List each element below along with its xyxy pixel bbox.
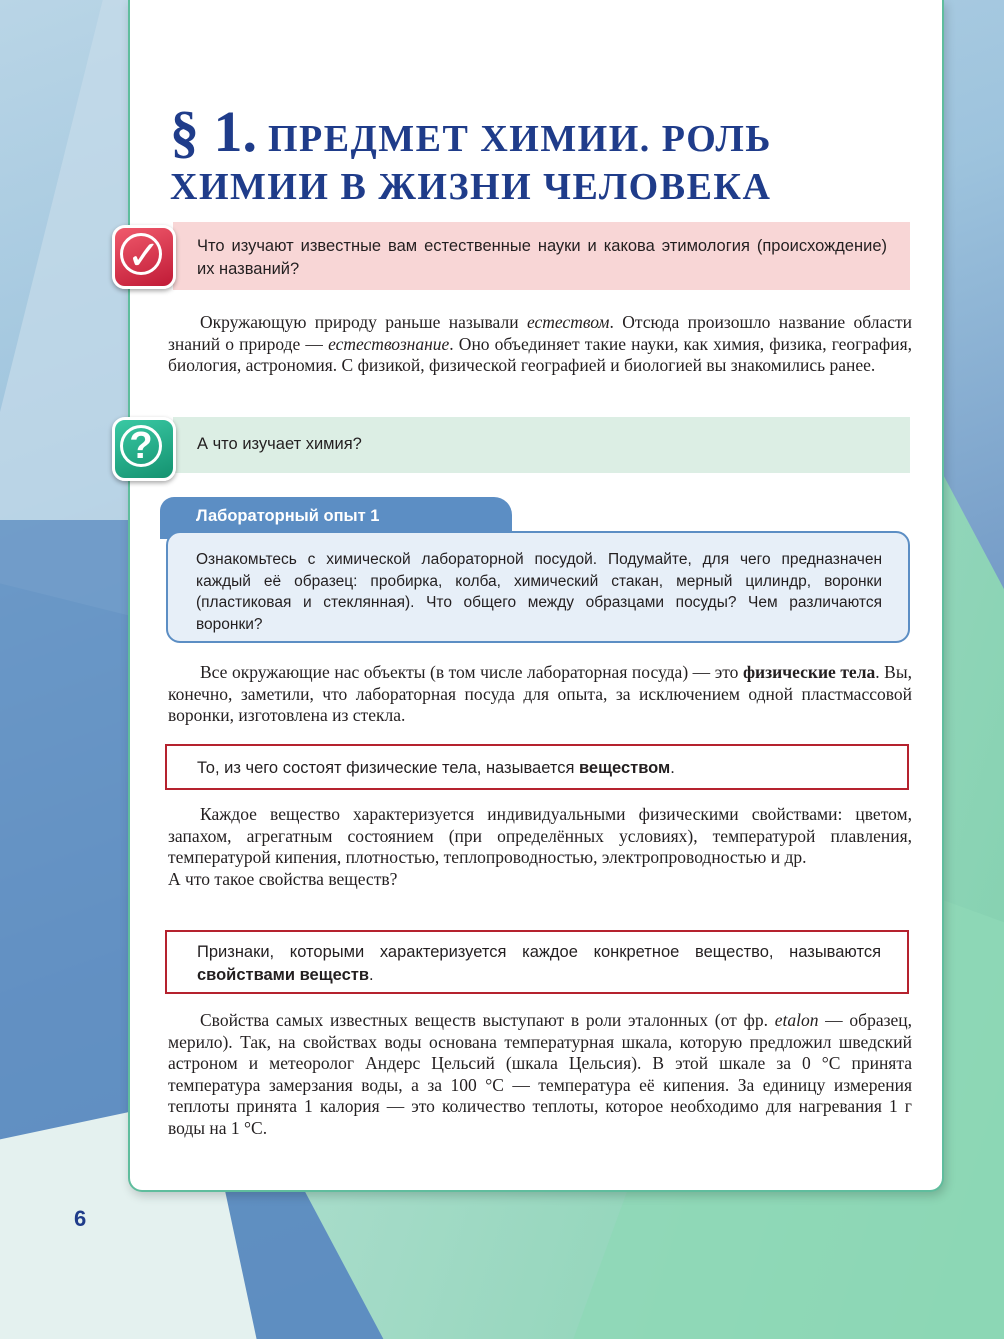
section-title-line2: ХИМИИ В ЖИЗНИ ЧЕЛОВЕКА — [170, 166, 772, 208]
definition-substance-box — [165, 744, 909, 790]
lab-experiment-title: Лабораторный опыт 1 — [196, 507, 380, 525]
question-text: А что изучает химия? — [197, 435, 362, 453]
definition-properties-box — [165, 930, 909, 994]
paragraph-etalon: Свойства самых известных веществ выступают в роли эталонных (от фр. etalon — образец, мерило). Так, на свойствах воды основана температурная шкала, которую предложил шведский астроном и метеоролог Андерс Цельсий (шкала Цельсия). В этой шкале за 0 °C принята температура замерзания воды, а за 100 °C — температура её кипения. За единицу измерения теплоты принята 1 калория — это количество теплоты, которое необходимо для нагревания 1 г воды на 1 °C. — [168, 1010, 913, 1138]
lab-experiment-text: Ознакомьтесь с химической лабораторной посудой. Подумайте, для чего предназначен каждый её образец: пробирка, колба, химический стакан, мерный цилиндр, воронки (пластиковая и стеклянная). Что общего между образцами посуды? Чем различаются воронки? — [196, 551, 882, 633]
check-question-box — [173, 222, 910, 290]
section-title-line1: ПРЕДМЕТ ХИМИИ. РОЛЬ — [268, 118, 772, 160]
definition-properties-text: Признаки, которыми характеризуется каждое конкретное вещество, называются свойствами веществ. — [197, 943, 881, 984]
question-box — [173, 417, 910, 473]
paragraph-properties: Каждое вещество характеризуется индивидуальными физическими свойствами: цветом, запахом, агрегатным состоянием (при определённых условиях), температурой плавления, температурой кипения, плотностью, теплопроводностью, электропроводностью и др. А что такое свойства веществ? — [168, 804, 912, 889]
properties-question: А что такое свойства веществ? — [168, 868, 398, 889]
checkmark-icon: ✓ — [112, 225, 176, 289]
definition-substance-text: То, из чего состоят физические тела, называется веществом. — [197, 759, 675, 777]
section-number: § 1. — [170, 99, 257, 164]
paragraph-physical-bodies: Все окружающие нас объекты (в том числе лабораторная посуда) — это физические тела. Вы, конечно, заметили, что лабораторная посуда для опыта, за исключением одной пластмассовой воронки, изготовлена из стекла. — [168, 662, 912, 725]
question-mark-icon: ? — [112, 417, 176, 481]
page-number: 6 — [74, 1206, 87, 1231]
check-question-text: Что изучают известные вам естественные науки и какова этимология (происхождение) их названий? — [197, 237, 887, 278]
section-title — [170, 99, 772, 211]
lab-experiment-box — [166, 531, 910, 643]
textbook-page — [128, 0, 944, 1192]
paragraph-nature: Окружающую природу раньше называли естеством. Отсюда произошло название области знаний о природе — естествознание. Оно объединяет такие науки, как химия, физика, география, биология, астрономия. С физикой, физической географией и биологией вы знакомились ранее. — [168, 312, 912, 375]
